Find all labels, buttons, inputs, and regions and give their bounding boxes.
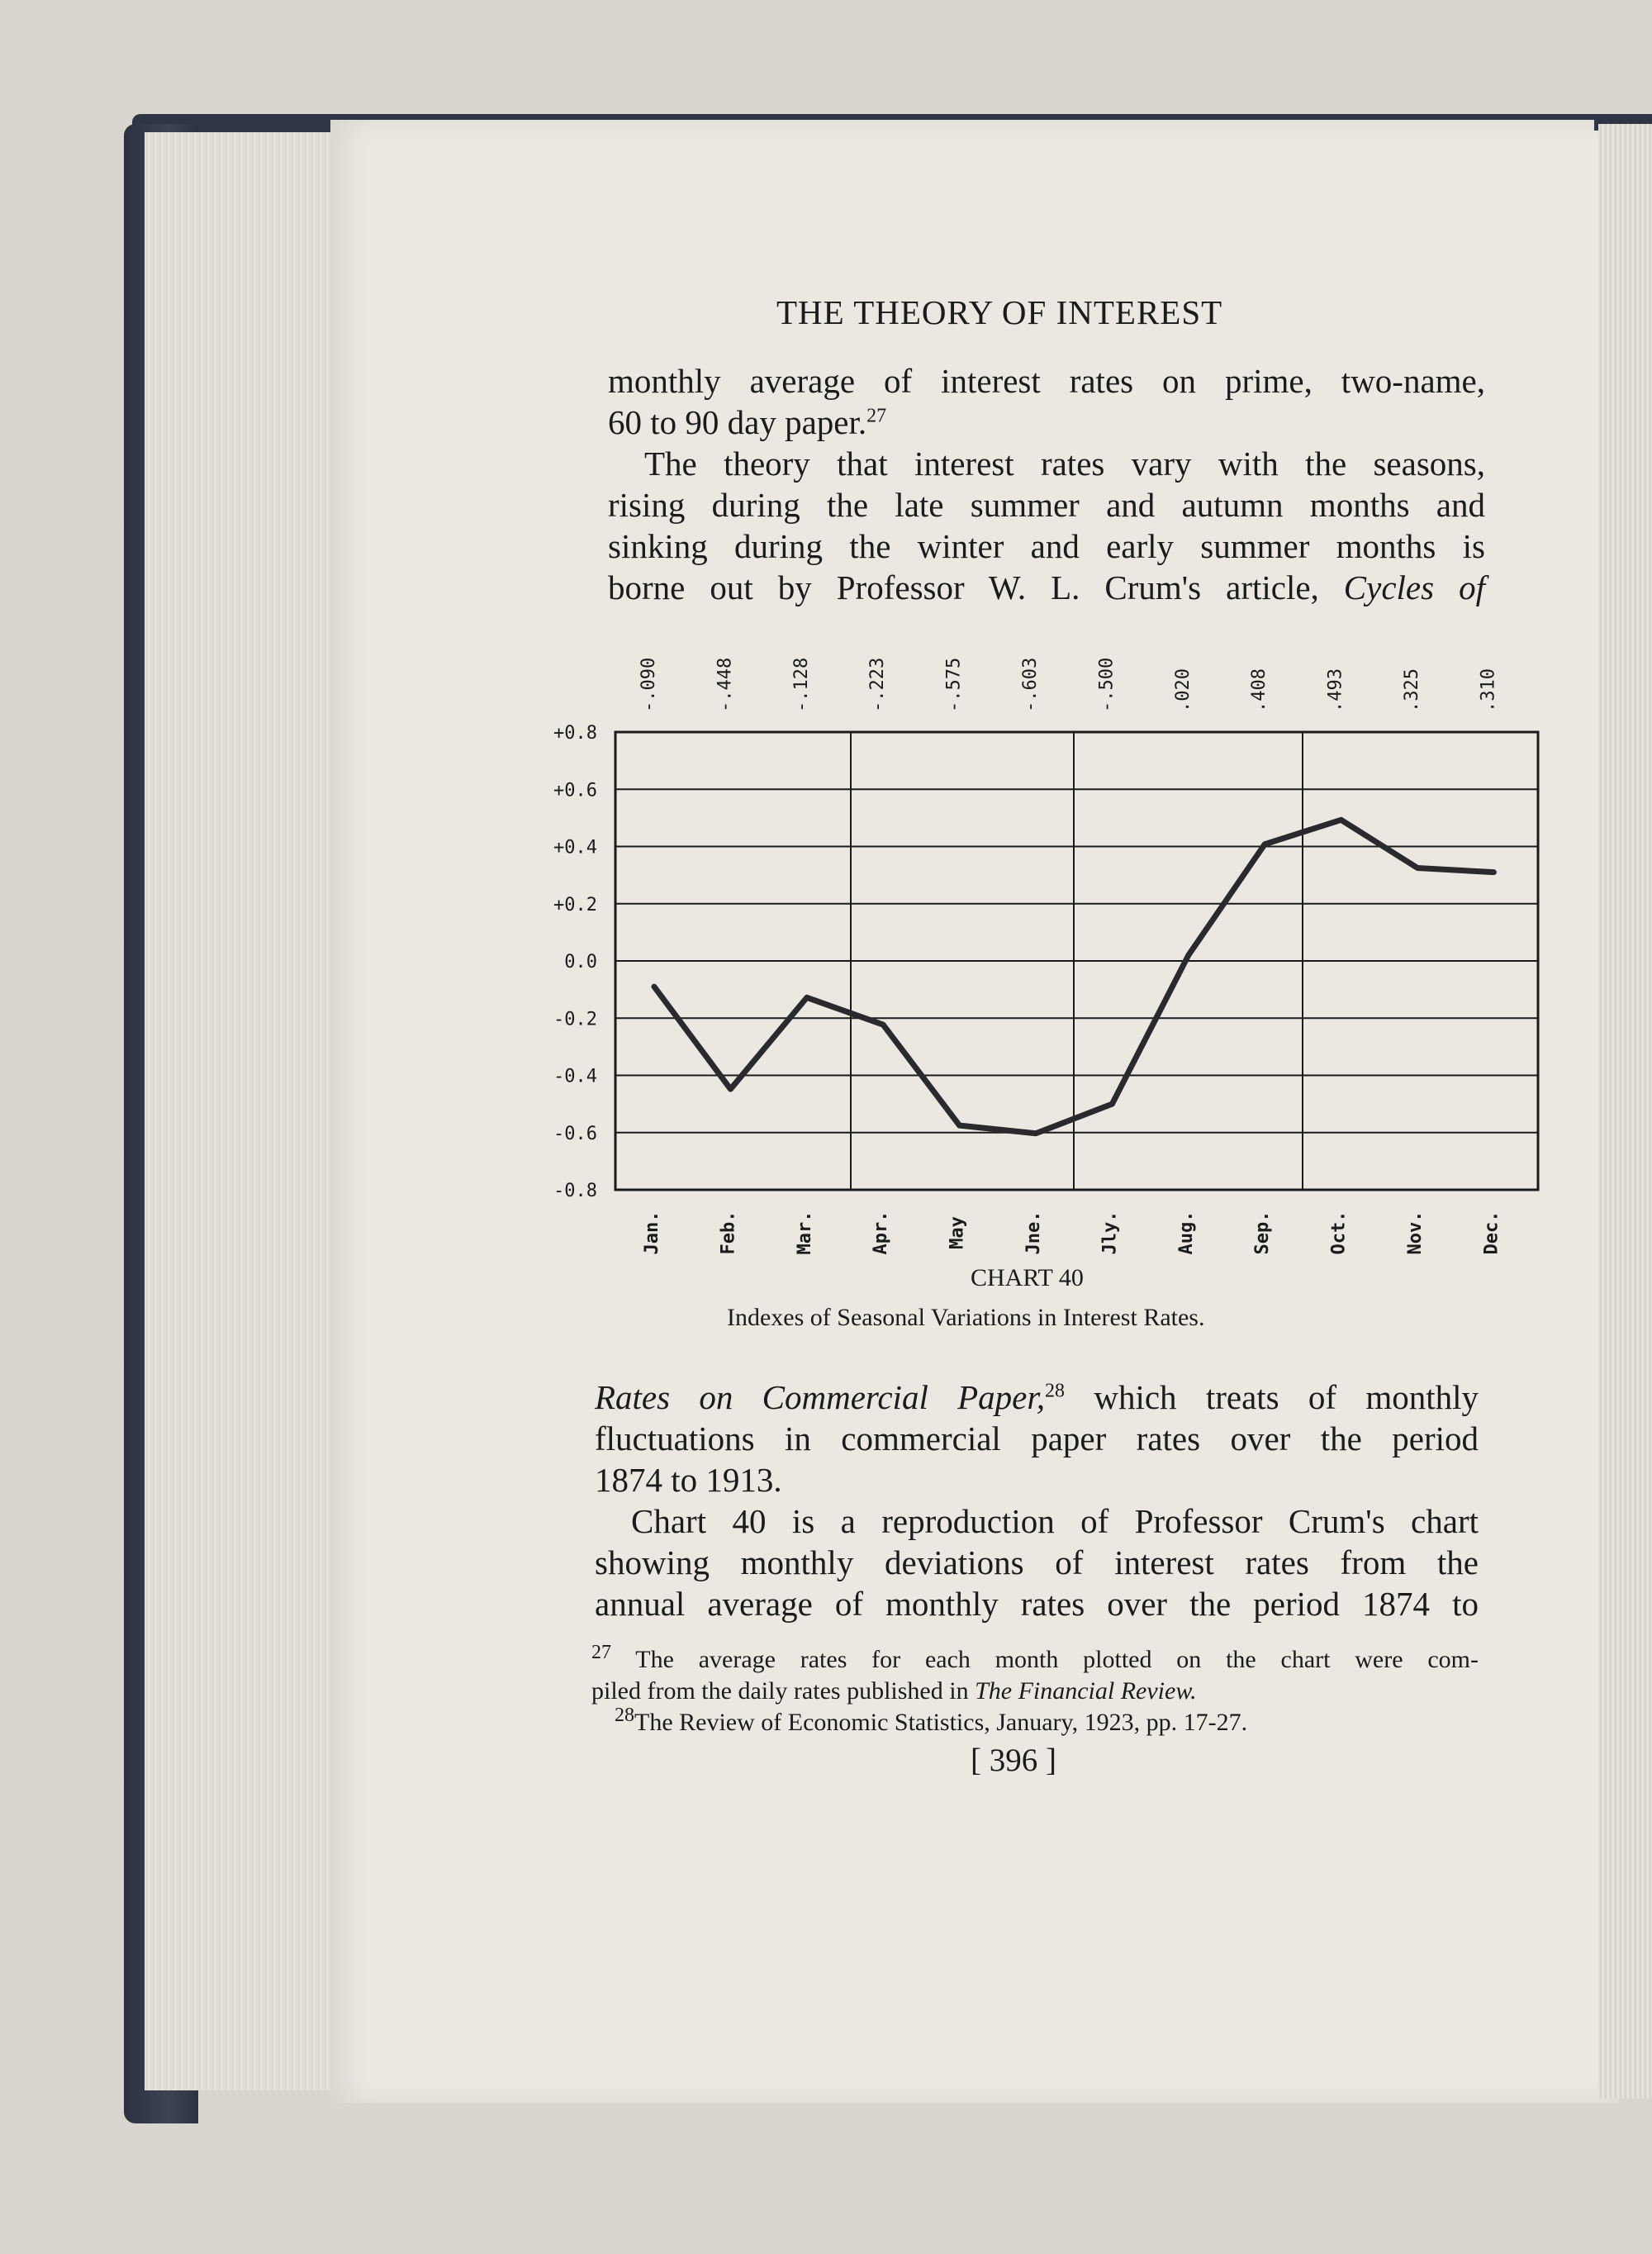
- footnote-mark: 28: [615, 1705, 634, 1726]
- y-tick-label: -0.8: [553, 1181, 597, 1201]
- footnote-28: [615, 1707, 1482, 1738]
- text-line: Chart 40 is a reproduction of Professor Crum's chart: [631, 1502, 1479, 1540]
- value-label: .020: [1172, 668, 1194, 712]
- text-span: The Review of Economic Statistics, January, 1923, pp. 17-27.: [634, 1709, 1248, 1736]
- text-span: borne out by Professor W. L. Crum's article,: [608, 568, 1344, 606]
- chart-grid: [615, 732, 1538, 1190]
- text-line: [595, 1377, 1479, 1418]
- value-label: .325: [1402, 668, 1422, 712]
- x-axis-labels: [642, 1211, 1502, 1255]
- value-label: -.223: [867, 657, 889, 712]
- text-line: monthly average of interest rates on prime, two-name,: [608, 362, 1485, 400]
- value-label: .493: [1325, 668, 1346, 712]
- value-label: -.575: [943, 657, 965, 712]
- text-line: sinking during the winter and early summer months is: [608, 527, 1485, 565]
- value-label: -.090: [638, 657, 659, 712]
- y-tick-label: +0.4: [553, 837, 597, 858]
- text-span: 60 to 90 day paper.: [608, 403, 867, 441]
- text-span: which treats of monthly: [1065, 1378, 1479, 1416]
- y-tick-label: -0.6: [553, 1123, 597, 1144]
- y-axis-labels: [553, 723, 597, 1201]
- x-tick-label: Nov.: [1405, 1210, 1426, 1255]
- x-tick-label: May: [947, 1216, 968, 1249]
- value-labels: [638, 658, 1498, 712]
- page-number: [ 396 ]: [971, 1743, 1056, 1778]
- value-label: .408: [1249, 668, 1270, 712]
- footnote-ref-28[interactable]: 28: [1045, 1380, 1066, 1402]
- y-tick-label: +0.2: [553, 894, 597, 915]
- text-line: 1874 to 1913.: [595, 1461, 782, 1499]
- value-label: -.128: [790, 657, 812, 712]
- text-line: annual average of monthly rates over the period 1874 to: [595, 1585, 1479, 1623]
- italic-title: Cycles of: [1343, 568, 1485, 606]
- paragraph-3: [595, 1377, 1479, 1500]
- y-tick-label: +0.8: [553, 723, 597, 744]
- value-label: -.500: [1096, 657, 1118, 712]
- footnote-line: [591, 1644, 1479, 1676]
- x-tick-label: Jne.: [1023, 1210, 1044, 1255]
- value-label: -.448: [714, 657, 736, 712]
- x-tick-label: Dec.: [1481, 1210, 1502, 1255]
- x-tick-label: Jly.: [1099, 1210, 1121, 1255]
- x-tick-label: Sep.: [1252, 1210, 1274, 1255]
- italic-title: The Financial Review.: [975, 1677, 1197, 1705]
- x-tick-label: Oct.: [1328, 1210, 1350, 1255]
- y-tick-label: -0.4: [553, 1066, 597, 1087]
- text-span: piled from the daily rates published in: [591, 1677, 976, 1705]
- text-span: The average rates for each month plotted on the chart were com-: [635, 1646, 1479, 1673]
- y-tick-label: -0.2: [553, 1009, 597, 1030]
- x-tick-label: Feb.: [718, 1210, 739, 1255]
- footnote-mark: 27: [591, 1642, 611, 1663]
- y-tick-label: 0.0: [564, 952, 597, 972]
- x-tick-label: Apr.: [871, 1210, 892, 1255]
- text-line: fluctuations in commercial paper rates over the period: [595, 1419, 1479, 1457]
- chart-title: CHART 40: [971, 1264, 1084, 1291]
- text-line: showing monthly deviations of interest rates from the: [595, 1543, 1479, 1581]
- text-line: The theory that interest rates vary with the seasons,: [644, 445, 1485, 483]
- italic-title: Rates on Commercial Paper,: [595, 1378, 1046, 1416]
- footnote-ref-27[interactable]: 27: [866, 405, 887, 427]
- footnote-27: [591, 1644, 1479, 1707]
- x-tick-label: Mar.: [794, 1210, 815, 1255]
- chart-subtitle: Indexes of Seasonal Variations in Interest Rates.: [727, 1304, 1205, 1331]
- footnote-line: [591, 1676, 1479, 1707]
- value-label: .310: [1478, 668, 1499, 712]
- paragraph-4: [595, 1500, 1479, 1624]
- running-header: THE THEORY OF INTEREST: [776, 293, 1223, 331]
- x-tick-label: Jan.: [642, 1210, 662, 1255]
- x-tick-label: Aug.: [1175, 1210, 1197, 1255]
- y-tick-label: +0.6: [553, 780, 597, 801]
- text-line: rising during the late summer and autumn months and: [608, 486, 1485, 524]
- value-label: -.603: [1020, 657, 1041, 712]
